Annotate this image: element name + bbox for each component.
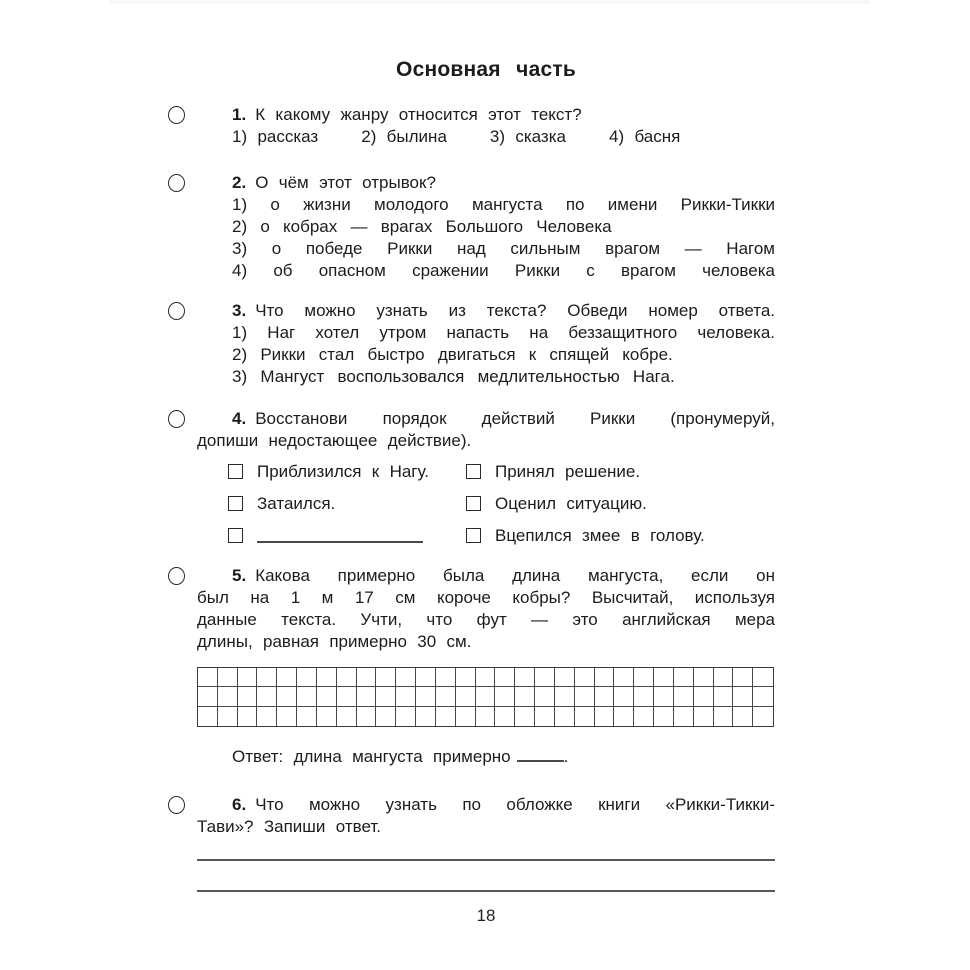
grid-cell[interactable] — [376, 707, 396, 726]
grid-cell[interactable] — [238, 707, 258, 726]
option-2[interactable]: 2) былина — [361, 127, 447, 146]
grid-cell[interactable] — [297, 668, 317, 687]
grid-cell[interactable] — [535, 707, 555, 726]
grid-cell[interactable] — [218, 687, 238, 706]
checkbox-item — [466, 461, 775, 483]
write-line[interactable] — [197, 859, 775, 861]
grid-cell[interactable] — [277, 687, 297, 706]
question-5 — [197, 565, 775, 768]
checkbox[interactable] — [466, 496, 481, 511]
grid-cell[interactable] — [376, 687, 396, 706]
grid-cell[interactable] — [257, 707, 277, 726]
answer-period: . — [563, 747, 569, 766]
grid-cell[interactable] — [218, 668, 238, 687]
question-6-text-line-2: Тави»? Запиши ответ. — [197, 817, 381, 836]
score-circle[interactable] — [168, 106, 185, 124]
grid-cell[interactable] — [674, 707, 694, 726]
question-text: Какова примерно была длина мангуста, если он — [255, 566, 775, 585]
grid-cell[interactable] — [218, 707, 238, 726]
question-1-text — [197, 104, 775, 126]
score-circle[interactable] — [168, 567, 185, 585]
grid-cell[interactable] — [674, 668, 694, 687]
answer-row — [197, 746, 775, 768]
grid-cell[interactable] — [357, 687, 377, 706]
grid-cell[interactable] — [515, 707, 535, 726]
grid-cell[interactable] — [436, 668, 456, 687]
grid-cell[interactable] — [575, 687, 595, 706]
answer-label: Ответ: — [232, 747, 284, 766]
grid-cell[interactable] — [396, 668, 416, 687]
question-text: Восстанови порядок действий Рикки (пронумеруй, — [255, 409, 775, 428]
grid-cell[interactable] — [555, 707, 575, 726]
grid-cell[interactable] — [535, 687, 555, 706]
grid-cell[interactable] — [634, 707, 654, 726]
question-text: Что можно узнать по обложке книги «Рикки-Тикки- — [255, 795, 775, 814]
content-column — [197, 0, 775, 927]
question-text: К какому жанру относится этот текст? — [255, 105, 582, 124]
option-2[interactable]: 2) Рикки стал быстро двигаться к спящей кобре. — [232, 345, 673, 364]
grid-cell[interactable] — [456, 687, 476, 706]
answer-blank[interactable] — [517, 748, 564, 762]
question-number: 2. — [232, 173, 247, 192]
grid-cell[interactable] — [495, 668, 515, 687]
grid-cell[interactable] — [277, 668, 297, 687]
question-5-text-line-1 — [197, 565, 775, 587]
grid-cell[interactable] — [555, 668, 575, 687]
grid-cell[interactable] — [198, 707, 218, 726]
question-4 — [197, 408, 775, 547]
grid-cell[interactable] — [416, 687, 436, 706]
grid-cell[interactable] — [357, 668, 377, 687]
question-2-text — [197, 172, 775, 194]
option-4[interactable]: 4) об опасном сражении Рикки с врагом человека — [232, 261, 775, 280]
option-4[interactable]: 4) басня — [609, 127, 681, 146]
grid-cell[interactable] — [595, 668, 615, 687]
calc-grid[interactable] — [197, 667, 774, 727]
grid-cell[interactable] — [595, 707, 615, 726]
grid-cell[interactable] — [337, 707, 357, 726]
grid-cell[interactable] — [595, 687, 615, 706]
grid-cell[interactable] — [277, 707, 297, 726]
question-5-text-line-2: был на 1 м 17 см короче кобры? Высчитай, используя — [197, 588, 775, 607]
score-circle[interactable] — [168, 796, 185, 814]
checkbox-item — [466, 525, 775, 547]
grid-cell[interactable] — [654, 687, 674, 706]
answer-write-area — [197, 859, 775, 892]
grid-cell[interactable] — [575, 707, 595, 726]
write-in-blank[interactable] — [257, 525, 423, 543]
question-number: 1. — [232, 105, 247, 124]
grid-cell[interactable] — [753, 707, 773, 726]
grid-cell[interactable] — [198, 687, 218, 706]
grid-cell[interactable] — [694, 668, 714, 687]
grid-cell[interactable] — [476, 668, 496, 687]
question-4-text-line-2: допиши недостающее действие). — [197, 431, 472, 450]
checkbox-label: Оценил ситуацию. — [495, 494, 647, 513]
checkbox-item — [466, 493, 775, 515]
grid-cell[interactable] — [416, 668, 436, 687]
checkbox-item — [228, 525, 466, 547]
score-circle[interactable] — [168, 410, 185, 428]
page-title: Основная часть — [396, 58, 576, 81]
question-6 — [197, 794, 775, 892]
question-2 — [197, 172, 775, 282]
grid-cell[interactable] — [456, 668, 476, 687]
grid-cell[interactable] — [396, 687, 416, 706]
grid-cell[interactable] — [674, 687, 694, 706]
grid-cell[interactable] — [733, 707, 753, 726]
question-6-text-line-1 — [197, 794, 775, 816]
grid-cell[interactable] — [714, 668, 734, 687]
checkbox-label: Приблизился к Нагу. — [257, 462, 430, 481]
grid-cell[interactable] — [337, 668, 357, 687]
grid-cell[interactable] — [317, 707, 337, 726]
score-circle[interactable] — [168, 174, 185, 192]
grid-cell[interactable] — [694, 707, 714, 726]
checkbox[interactable] — [228, 528, 243, 543]
question-text: Что можно узнать из текста? Обведи номер ответа. — [255, 301, 775, 320]
checkbox-label: Затаился. — [257, 494, 336, 513]
grid-cell[interactable] — [515, 668, 535, 687]
grid-cell[interactable] — [753, 687, 773, 706]
grid-cell[interactable] — [416, 707, 436, 726]
checkbox[interactable] — [228, 464, 243, 479]
score-circle[interactable] — [168, 302, 185, 320]
grid-cell[interactable] — [476, 687, 496, 706]
option-3[interactable]: 3) о победе Рикки над сильным врагом — Нагом — [232, 239, 775, 258]
checkbox[interactable] — [466, 528, 481, 543]
grid-cell[interactable] — [476, 707, 496, 726]
checkbox[interactable] — [466, 464, 481, 479]
grid-cell[interactable] — [436, 707, 456, 726]
grid-cell[interactable] — [654, 707, 674, 726]
grid-cell[interactable] — [694, 687, 714, 706]
grid-cell[interactable] — [495, 707, 515, 726]
question-number: 3. — [232, 301, 247, 320]
grid-cell[interactable] — [714, 687, 734, 706]
option-3[interactable]: 3) сказка — [489, 127, 566, 146]
grid-cell[interactable] — [753, 668, 773, 687]
grid-cell[interactable] — [614, 707, 634, 726]
grid-cell[interactable] — [317, 687, 337, 706]
grid-cell[interactable] — [515, 687, 535, 706]
question-5-text-line-4: длины, равная примерно 30 см. — [197, 632, 472, 651]
grid-cell[interactable] — [376, 668, 396, 687]
grid-cell[interactable] — [614, 668, 634, 687]
write-line[interactable] — [197, 890, 775, 892]
question-4-text-line-1 — [197, 408, 775, 430]
grid-cell[interactable] — [456, 707, 476, 726]
answer-text: длина мангуста примерно — [293, 747, 511, 766]
option-1[interactable]: 1) Наг хотел утром напасть на беззащитного человека. — [232, 323, 775, 342]
checkbox[interactable] — [228, 496, 243, 511]
grid-cell[interactable] — [297, 707, 317, 726]
question-number: 4. — [232, 409, 247, 428]
grid-cell[interactable] — [257, 687, 277, 706]
option-2[interactable]: 2) о кобрах — врагах Большого Человека — [232, 217, 612, 236]
question-3 — [197, 300, 775, 388]
checkbox-label: Принял решение. — [495, 462, 641, 481]
grid-cell[interactable] — [714, 707, 734, 726]
grid-cell[interactable] — [733, 668, 753, 687]
checkbox-item — [228, 461, 466, 483]
question-4-checkbox-grid — [197, 461, 775, 547]
grid-cell[interactable] — [634, 687, 654, 706]
grid-cell[interactable] — [436, 687, 456, 706]
grid-cell[interactable] — [654, 668, 674, 687]
grid-cell[interactable] — [575, 668, 595, 687]
checkbox-item — [228, 493, 466, 515]
grid-cell[interactable] — [495, 687, 515, 706]
grid-cell[interactable] — [257, 668, 277, 687]
grid-cell[interactable] — [198, 668, 218, 687]
question-1-options — [197, 126, 775, 148]
grid-cell[interactable] — [535, 668, 555, 687]
question-number: 5. — [232, 566, 247, 585]
grid-cell[interactable] — [614, 687, 634, 706]
grid-cell[interactable] — [634, 668, 654, 687]
grid-cell[interactable] — [396, 707, 416, 726]
grid-cell[interactable] — [357, 707, 377, 726]
grid-cell[interactable] — [733, 687, 753, 706]
grid-cell[interactable] — [555, 687, 575, 706]
grid-cell[interactable] — [297, 687, 317, 706]
option-3[interactable]: 3) Мангуст воспользовался медлительностью Нага. — [232, 367, 675, 386]
option-1[interactable]: 1) о жизни молодого мангуста по имени Рикки-Тикки — [232, 195, 775, 214]
grid-cell[interactable] — [238, 668, 258, 687]
option-1[interactable]: 1) рассказ — [232, 127, 319, 146]
question-text: О чём этот отрывок? — [255, 173, 436, 192]
checkbox-label: Вцепился змее в голову. — [495, 526, 705, 545]
question-3-text — [197, 300, 775, 322]
grid-cell[interactable] — [317, 668, 337, 687]
page-number: 18 — [476, 906, 496, 925]
question-1 — [197, 104, 775, 148]
grid-cell[interactable] — [337, 687, 357, 706]
question-number: 6. — [232, 795, 247, 814]
grid-cell[interactable] — [238, 687, 258, 706]
question-5-text-line-3: данные текста. Учти, что фут — это английская мера — [197, 610, 775, 629]
